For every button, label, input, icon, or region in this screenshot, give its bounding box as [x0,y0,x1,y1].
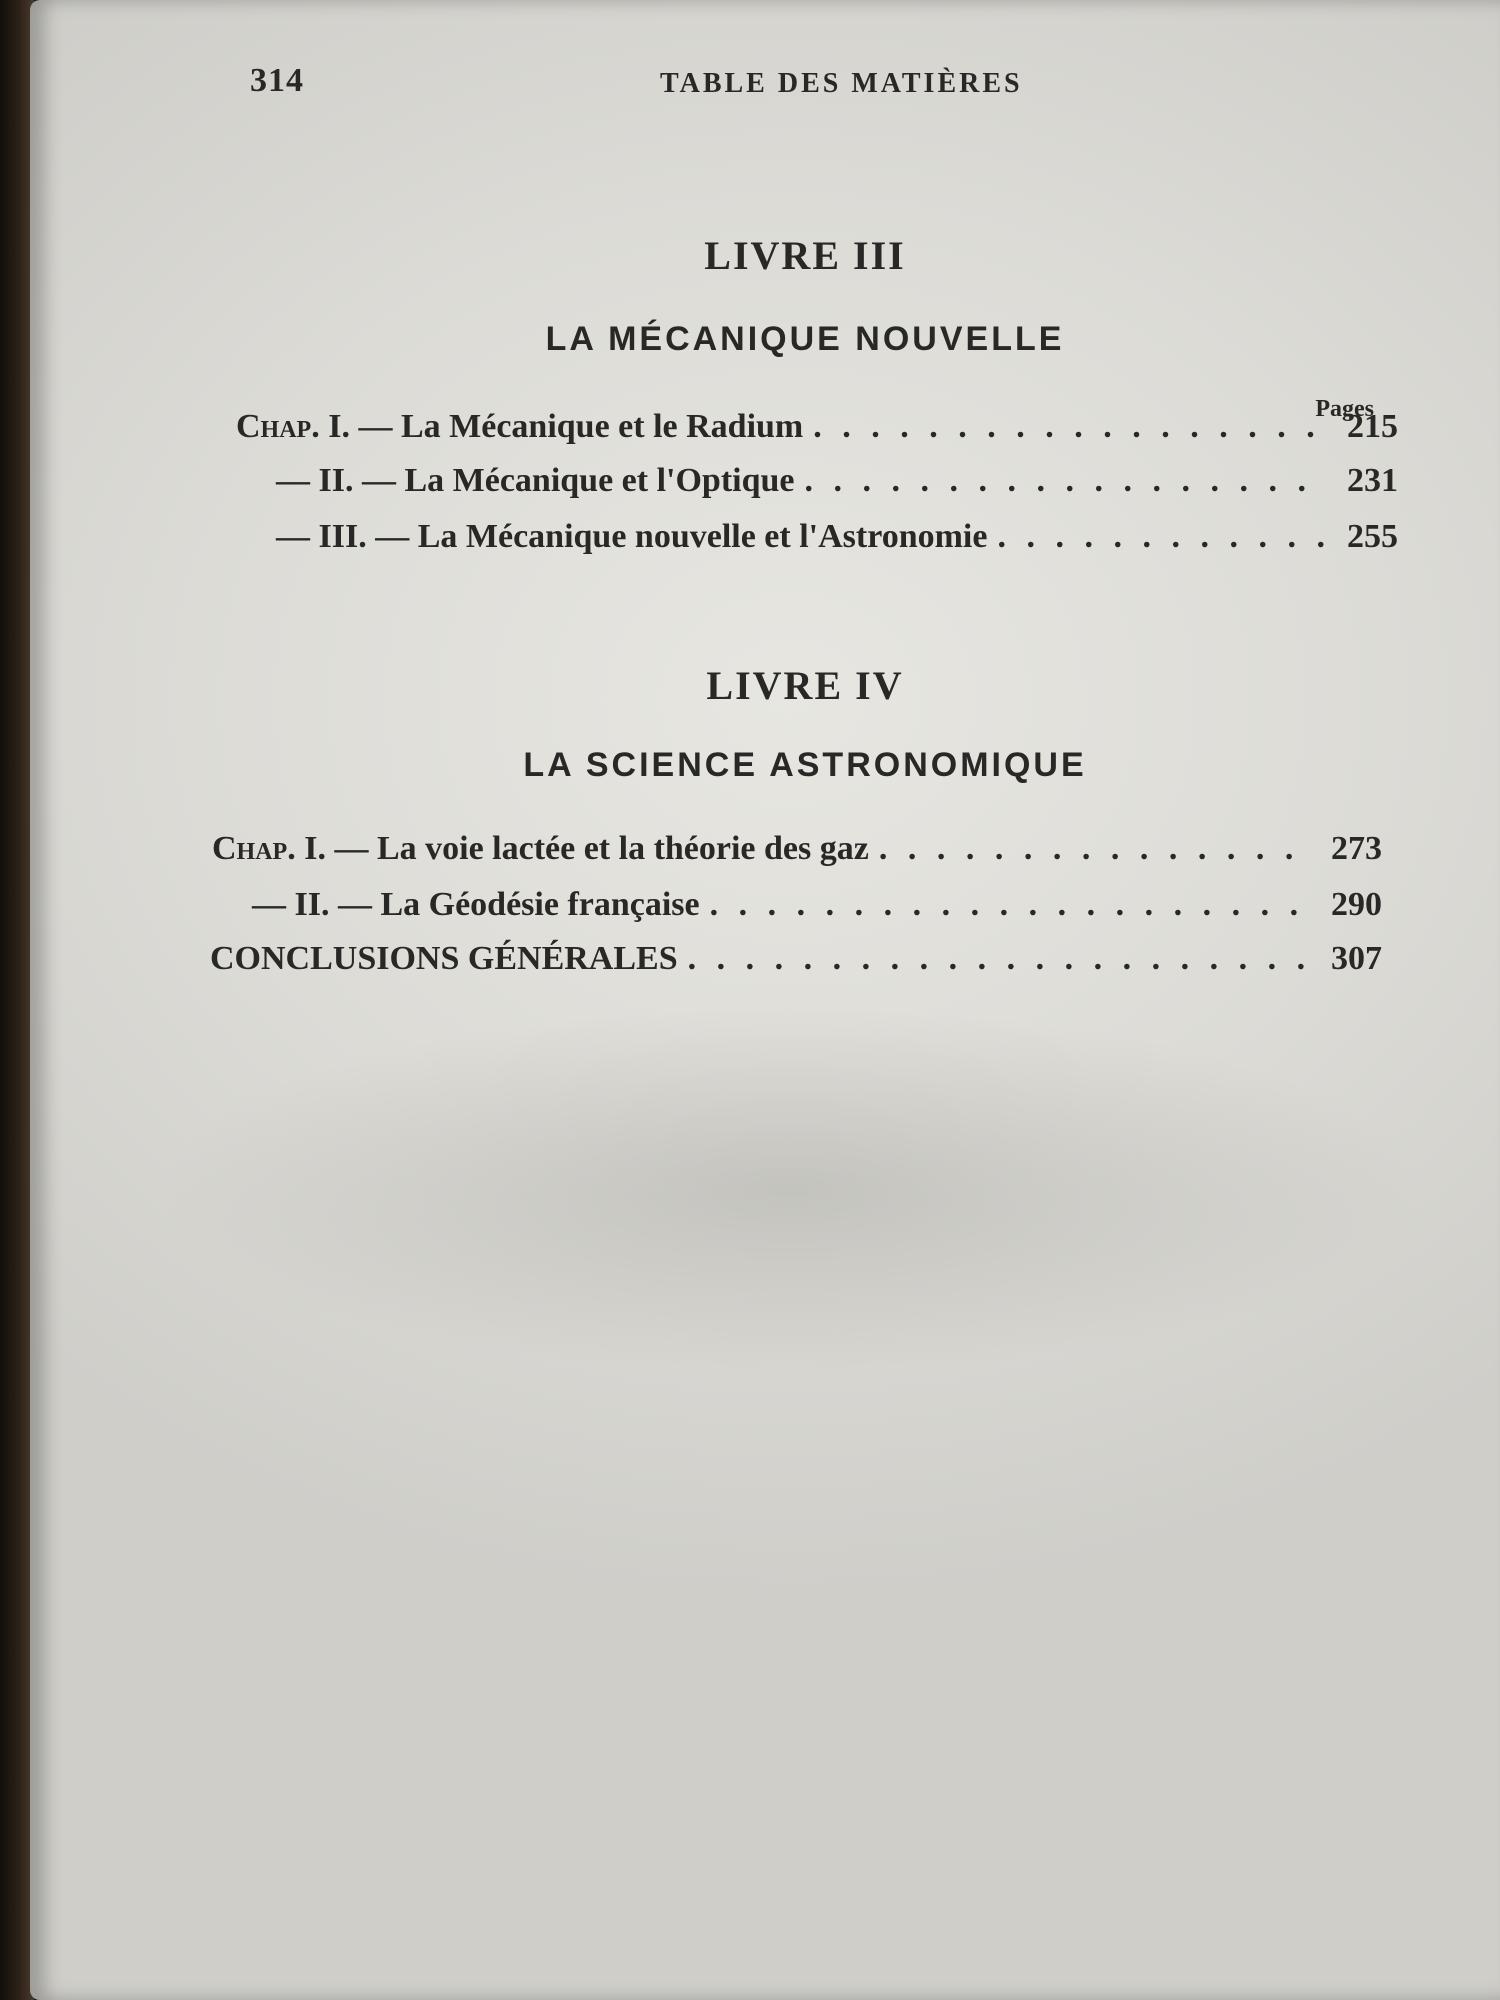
toc-entry [276,462,1398,500]
book-page [30,0,1500,2000]
dot-leader [805,462,1328,500]
conclusions-title: CONCLUSIONS GÉNÉRALES [210,940,678,977]
chapter-page: 255 [1347,518,1398,555]
book-3-title: LA MÉCANIQUE NOUVELLE [545,320,1065,358]
dot-leader [879,830,1312,868]
running-title: TABLE DES MATIÈRES [660,68,1023,99]
toc-entry [212,830,1382,868]
chapter-prefix: Chap. I. — [236,408,393,445]
chapter-title: La Mécanique nouvelle et l'Astronomie [417,518,988,555]
book-4-number: LIVRE IV [706,663,904,708]
toc-entry-label [236,408,803,446]
chapter-prefix: — II. — [252,886,372,923]
toc-entry [236,408,1398,446]
conclusions-page: 307 [1331,940,1382,977]
chapter-page: 231 [1347,462,1398,499]
chapter-prefix: — II. — [276,462,396,499]
toc-entry [252,886,1382,924]
book-spine-shadow [0,0,34,2000]
toc-entry-label [276,518,987,556]
chapter-title: La Géodésie française [380,886,700,923]
toc-entry-label [252,886,700,924]
dot-leader [997,518,1328,556]
book-4-title: LA SCIENCE ASTRONOMIQUE [523,746,1087,784]
chapter-page: 290 [1331,886,1382,923]
toc-entry-label [276,462,795,500]
dot-leader [688,940,1312,978]
chapter-title: La voie lactée et la théorie des gaz [376,830,869,867]
chapter-title: La Mécanique et l'Optique [404,462,795,499]
chapter-prefix: — III. — [276,518,410,555]
chapter-page: 273 [1331,830,1382,867]
toc-entry-label [212,830,869,868]
toc-entry-conclusions [210,940,1382,978]
dot-leader [710,886,1312,924]
dot-leader [813,408,1328,446]
pages-column-heading: Pages [1315,396,1374,422]
chapter-page: 215 [1347,408,1398,445]
chapter-prefix: Chap. I. — [212,830,369,867]
running-head [250,62,1350,102]
toc-entry [276,518,1398,556]
page-number: 314 [250,62,304,99]
chapter-title: La Mécanique et le Radium [400,408,804,445]
book-3-number: LIVRE III [704,233,906,278]
